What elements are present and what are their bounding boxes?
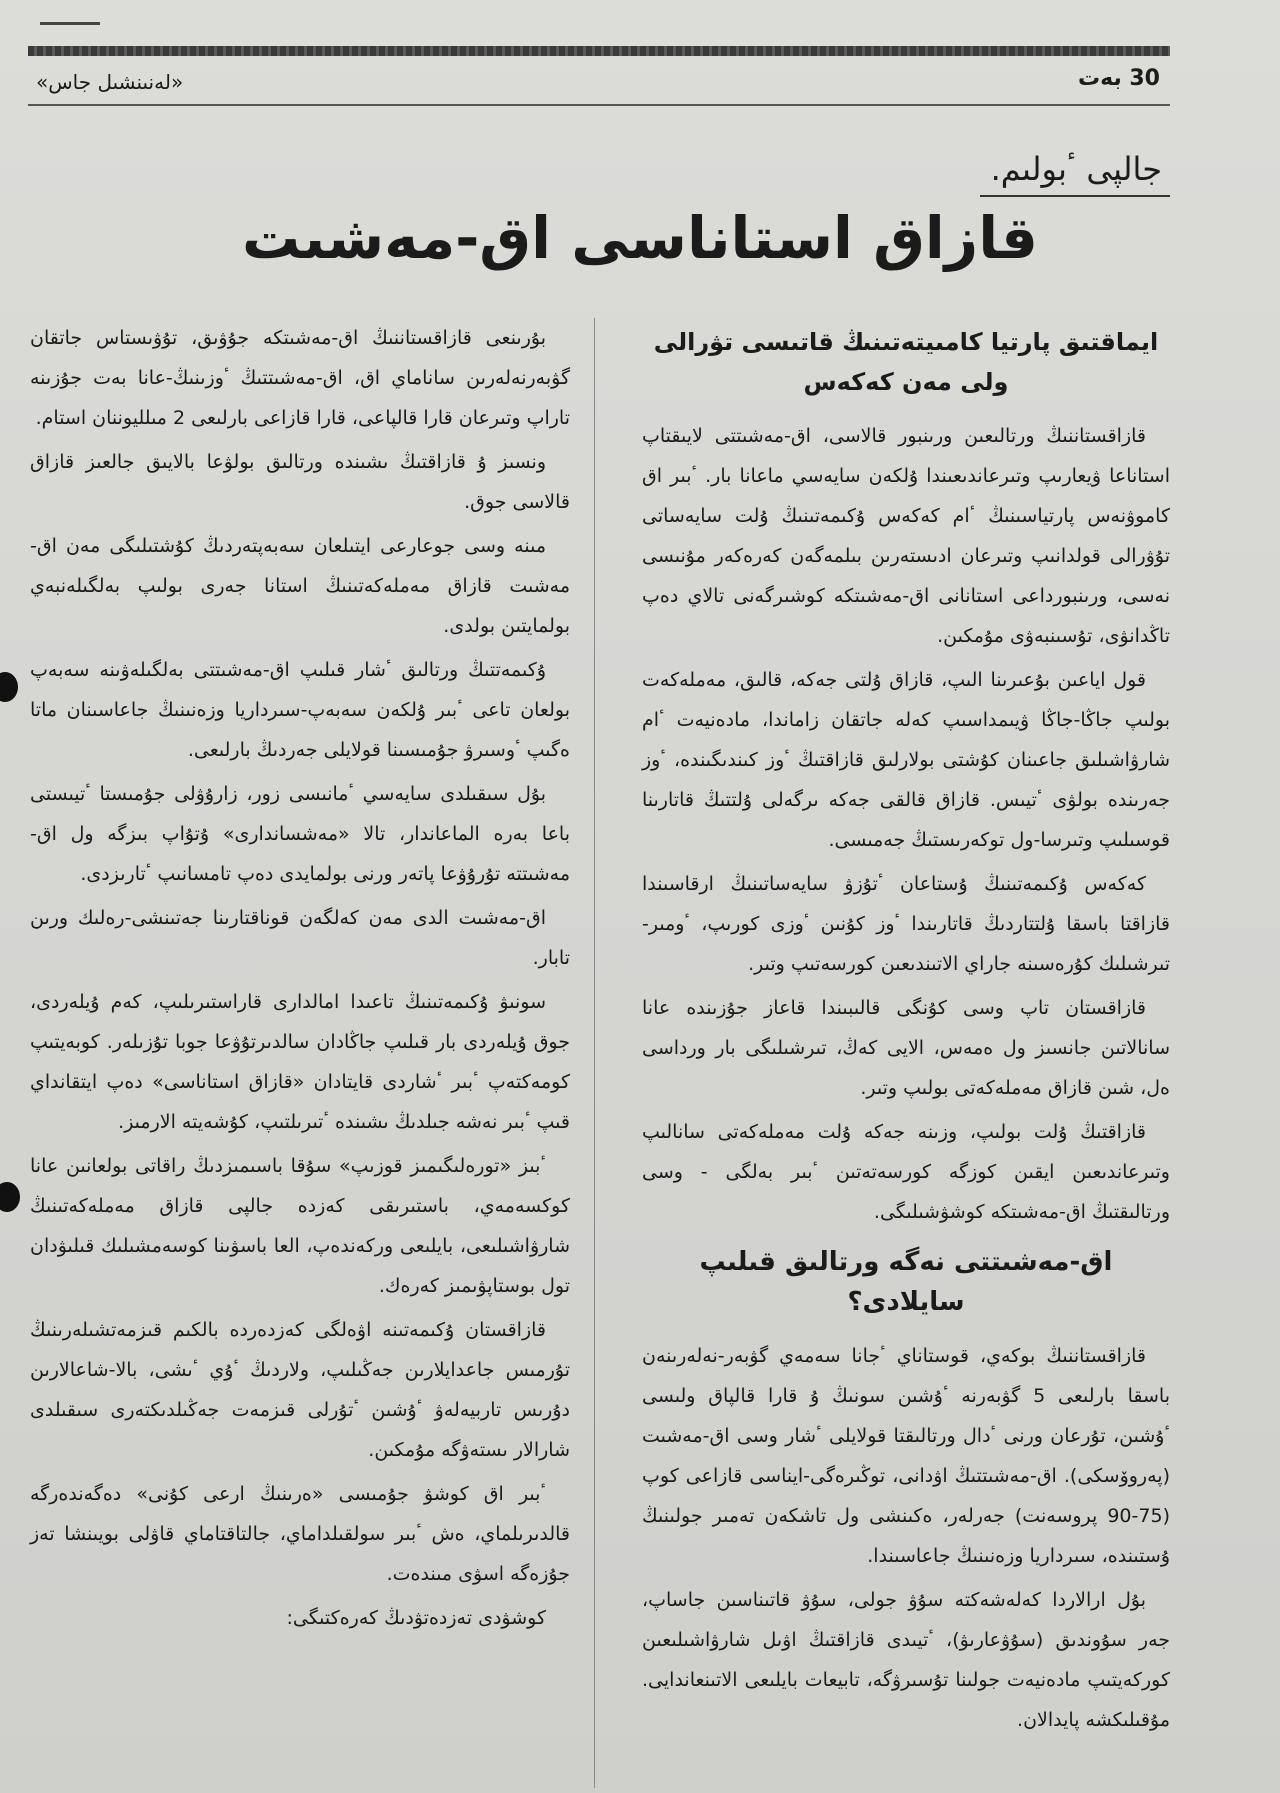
paragraph: قازاقستان ۇكىمەتىنە اۋەلگى كەزدەردە بالكىم قىزمەتشىلەرىنىڭ تۇرمىس جاعدايلارىن جەڭىلىپ، ولاردىڭ ٴۇي ٴىشى، بالا-شاعالارىن دۇرىس تاربيەلەۋ ٴۇشىن ٴتۇرلى قىزمەت جەڭىلدىكتەرى سىقىلدى شارالار ىستەۋگە مۇمكىن. [30, 1319, 570, 1461]
paragraph: بۇل سىقىلدى سايەسي ٴمانىسى زور، زارۇۋلى جۇمىستا ٴتيىستى باعا بەرە الماعاندار، تالا «مەشساندارى» ۇتۇاپ بىزگە ول اق-مەشىتتە تۇرۇۋعا پاتەر ورنى بولمايدى دەپ تامسانىپ ٴتارىزدى. [30, 783, 570, 885]
paragraph: ٴبىز «تورەلىگىمىز قوزىپ» سۇقا باسىمىزدىڭ راقاتى بولعانىن عانا كوكسەمەي، باستىرىقى كەزدە جالپى قازاق مەملەكەتىنىڭ شارۋاشىلىعى، بايلىعى وركەندەپ، العا باسۋىنا كوسەمشىلىك قىلىۋدان تول بوستاپۋىمىز كەرەك. [30, 1155, 570, 1297]
punch-hole [0, 1182, 20, 1212]
paragraph: اق-مەشىت الدى مەن كەلگەن قوناقتارىنا جەتىنشى-رەلىك ورىن تابار. [30, 907, 570, 969]
right-column-subhead-2: اق-مەشىتتى نەگە ورتالىق قىلىپ سايلادى؟ [699, 1247, 1113, 1317]
paragraph: ٴبىر اق كوشۋ جۇمىسى «ەرىنىڭ ارعى كۇنى» دەگەندەرگە قالدىرىلماي، ەش ٴبىر سولقىلداماي، جالتاقتاماي قاۋلى بويىنشا تەز جۇزەگە اسۋى مىندەت. [30, 1483, 570, 1585]
page-number: 30 بەت [1078, 66, 1160, 91]
paragraph: قول اياعىن بۇعىرىنا الىپ، قازاق ۇلتى جەكە، قالىق، مەملەكەت بولىپ جاڭا-جاڭا ۋيىمداسىپ كەلە جاتقان زاماندا، مادەنيەت ٴام شارۋاشىلىق جاعىنان كۇشتى بولارلىق قازاقتىڭ ٴوز كىندىگىندە، ٴوز جەرىندە بولۋى ٴتيىس. قازاق قالقى جەكە ىرگەلى ۇلتتىڭ قاتارىنا قوسىلىپ وتىرسا-ول توكەرىستىڭ جەمىسى. [642, 669, 1170, 851]
running-head: «لەنىنشىل جاس» [36, 70, 184, 94]
paragraph: مىنە وسى جوعارعى ايتىلعان سەبەپتەردىڭ كۇشتىلىگى مەن اق-مەشىت قازاق مەملەكەتىنىڭ استانا جەرى بولىپ بەلگىلەنبەي بولمايتىن بولدى. [30, 535, 570, 637]
paragraph: قازاقتىڭ ۇلت بولىپ، وزىنە جەكە ۇلت مەملەكەتى سانالىپ وتىرعاندىعىن ايقىن كوزگە كورسەتەتىن ٴبىر بەلگى - وسى ورتالىقتىڭ اق-مەشىتكە كوشۋشىلىگى. [642, 1121, 1170, 1223]
paragraph: قازاقستاننىڭ ورتالىعىن ورىنبور قالاسى، اق-مەشىتتى لايىقتاپ استاناعا ۋيعارىپ وتىرعاندىعىندا ۇلكەن سايەسي ماعانا بار. ٴبىر اق كاموۋنەس پارتياسىنىڭ ٴام كەكەس ۇكىمەتىنىڭ ۇلت سايەساتى تۇۋرالى قولدانىپ وتىرعان ادىستەرىن بىلمەگەن كەرەكەر مۇنىسى نەسى، ورىنبورداعى استانانى اق-مەشىتكە كوشىرگەنى تالاي دەپ تاڭدانۋى، تۇسىنبەۋى مۇمكىن. [642, 425, 1170, 647]
header-divider [28, 104, 1170, 106]
section-label: جالپى ٴبولىم. [990, 150, 1162, 188]
punch-hole [0, 672, 18, 702]
paragraph: ونسىز ۇ قازاقتىڭ ىشىندە ورتالىق بولۋعا بالايىق جالعىز قازاق قالاسى جوق. [30, 451, 570, 513]
header-ornamental-rule [28, 46, 1170, 56]
left-column [30, 318, 570, 1642]
paragraph: كەكەس ۇكىمەتىنىڭ ۇستاعان ٴتۇزۋ سايەساتىنىڭ ارقاسىندا قازاقتا باسقا ۇلتتاردىڭ قاتارىندا ٴوز كۇنىن ٴوزى كورىپ، ٴومىر-تىرشىلىك كۇرەسىنە جاراي الاتىندىعىن كورسەتىپ وتىر. [642, 873, 1170, 975]
article-title: قازاق استاناسى اق-مەشىت [242, 204, 1038, 272]
column-divider [594, 318, 595, 1788]
paragraph: ۇكىمەتتىڭ ورتالىق ٴشار قىلىپ اق-مەشىتتى بەلگىلەۋىنە سەبەپ بولعان تاعى ٴبىر ۇلكەن سەبەپ-سىرداريا وزەنىنىڭ جاعاسىنان ماتا ەگىپ ٴوسىرۋ جۇمىسىنا قولايلى جەردىڭ بارلىعى. [30, 659, 570, 761]
paragraph: قازاقستان تاپ وسى كۇنگى قالىبىندا قاعاز جۇزىندە عانا سانالاتىن جانسىز ول ەمەس، الايى كەڭ، تىرشىلىگى بار ورداسى ەل، شىن قازاق مەملەكەتى بولىپ وتىر. [642, 997, 1170, 1099]
top-corner-mark [40, 22, 100, 25]
paragraph: قازاقستاننىڭ بوكەي، قوستاناي ٴجانا سەمەي گۋبەر-نەلەرىنەن باسقا بارلىعى 5 گۋبەرنە ٴۇشىن سونىڭ ۇ قارا قالپاق ولىسى ٴۇشىن، تۇرعان ورنى ٴدال ورتالىقتا قولايلى ٴشار وسى اق-مەشىت (پەروۆسكى). اق-مەشىتتىڭ اۋدانى، توڭىرەگى-ايناسى قازاعى كوپ (75-90 پروسەنت) جەرلەر، ەكىنشى ول تاشكەن تەمىر جولىنىڭ ۇستىندە، سىرداريا وزەنىنىڭ جاعاسىندا. [642, 1345, 1170, 1567]
paragraph: سونىۋ ۇكىمەتىنىڭ تاعىدا امالدارى قاراستىرىلىپ، كەم ۇيلەردى، جوق ۇيلەردى بار قىلىپ جاڭادان سالدىرتۇۋعا جوبا تۇزىلەر. كوبەيتىپ كومەكتەپ ٴبىر ٴشاردى قايتادان «قازاق استاناسى» دەپ ايتقانداي قىپ ٴبىر نەشە جىلدىڭ ىشىندە ٴتىرىلتىپ، كۇشەيتە الارمىز. [30, 991, 570, 1133]
paragraph: كوشۋدى تەزدەتۋدىڭ كەرەكتىگى: [286, 1607, 546, 1629]
section-underline [980, 195, 1170, 197]
paragraph: بۇل ارالاردا كەلەشەكتە سۇۋ جولى، سۇۋ قاتىناسىن جاساپ، جەر سۇوندىق (سۇۋعارىۋ)، ٴتيىدى قازاقتىڭ اۋىل شارۋاشىلىعىن كوركەيتىپ مادەنيەت جولىنا تۇسىرۋگە، تابيعات بايلىعى الاتىنعاندايى. مۇقىلىكشە پايدالان. [642, 1589, 1170, 1731]
paragraph: بۇرىنعى قازاقستاننىڭ اق-مەشىتكە جۇۋىق، تۇۋىستاس جاتقان گۋبەرنەلەرىن ساناماي اق، اق-مەشىتتىڭ ٴوزىنىڭ-عانا بەت جۇزىنە تاراپ وتىرعان قارا قالپاعى، قارا قازاعى بارلىعى 2 مىلليوننان استام. [30, 327, 570, 429]
right-column-subhead: ايماقتىق پارتيا كامىيتەتىنىڭ قاتىسى تۋرالى ولى مەن كەكەس [653, 328, 1159, 396]
right-column [642, 318, 1170, 1744]
